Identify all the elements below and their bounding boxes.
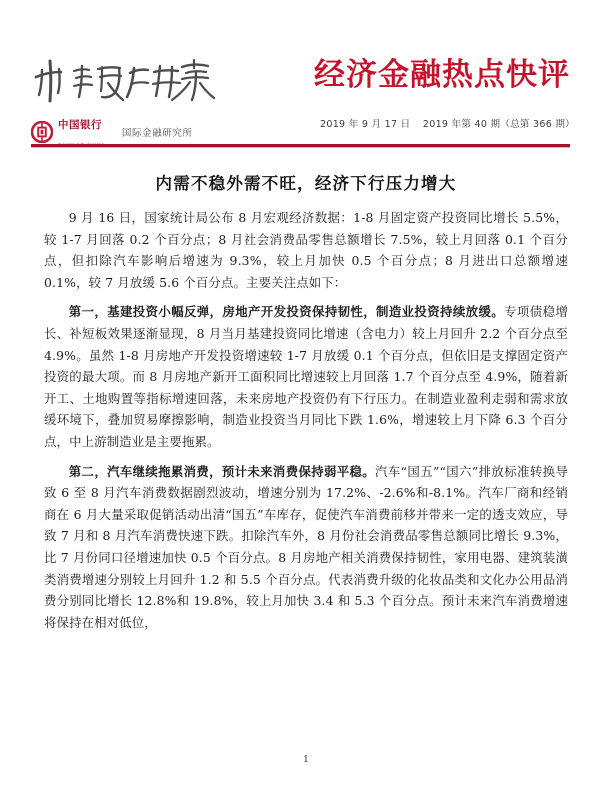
page-title: 内需不稳外需不旺，经济下行压力增大: [155, 174, 457, 193]
publication-date: 2019 年 9 月 17 日: [320, 119, 411, 130]
brand-script-logo: [30, 57, 215, 105]
page-number: 1: [303, 755, 309, 765]
article-body: [44, 207, 568, 634]
paragraph-lead: 第二，汽车继续拖累消费，预计未来消费保持弱平稳。: [68, 463, 376, 479]
issue-info: [320, 116, 575, 130]
institute-name: 国际金融研究所: [121, 128, 193, 139]
masthead-divider-shadow: [31, 147, 570, 148]
bank-of-china-logo-icon: [31, 121, 53, 143]
paragraph-text: 9 月 16 日，国家统计局公布 8 月宏观经济数据：1-8 月固定资产投资同比增长 5.5%，较 1-7 月回落 0.2 个百分点；8 月社会消费品零售总额增长 7.5%，较上月回落 0.1 个百分点，但扣除汽车影响后增速为 9.3%，较上月加快 0.5 个百分点；8 月进出口总额增速 0.1%，较 7 月放缓 5.6 个百分点。主要关注点如下：: [44, 210, 568, 290]
bank-name-cn: 中国银行: [58, 119, 102, 131]
paragraph-text: 汽车“国五”“国六”排放标准转换导致 6 至 8 月汽车消费数据剧烈波动，增速分别为 17.2%、-2.6%和-8.1%。汽车厂商和经销商在 6 月大量采取促销活动出清“国五”车库存，促使汽车消费前移并带来一定的透支效应，导致 7 月和 8 月汽车消费快速下跌。扣除汽车外，8 月份社会消费品零售总额同比增长 9.3%，比 7 月份同口径增速加快 0.5 个百分点。8 月房地产相关消费保持韧性，家用电器、建筑装潢类消费增速分别较上月回升 1.2 和 5.5 个百分点。代表消费升级的化妆品类和文化办公用品消费分别同比增长 12.8%和 19.8%，较上月加快 3.4 和 5.3 个百分点。预计未来汽车消费增速将保持在相对低位，: [44, 463, 569, 630]
journal-title: 经济金融热点快评: [314, 57, 570, 93]
paragraph-text: 专项债稳增长、补短板效果逐渐显现，8 月当月基建投资同比增速（含电力）较上月回升 2.2 个百分点至 4.9%。虽然 1-8 月房地产开发投资增速较 1-7 月放缓 0.1 个百分点，但依旧是支撑固定资产投资的最大项。而 8 月房地产新开工面积同比增速较上月回落 1.7 个百分点至 4.9%，随着新开工、土地购置等指标增速回落，未来房地产投资仍有下行压力。在制造业盈利走弱和需求放缓环境下，叠加贸易摩擦影响，制造业投资当月同比下跌 1.6%，增速较上月下降 6.3 个百分点，中上游制造业是主要拖累。: [44, 304, 568, 449]
paragraph-intro: [44, 207, 568, 293]
paragraph-point-two: [44, 461, 568, 634]
masthead: [0, 0, 612, 152]
paragraph-point-one: [44, 301, 568, 452]
paragraph-lead: 第一，基建投资小幅反弹，房地产开发投资保持韧性，制造业投资持续放缓。: [68, 304, 505, 320]
issue-number: 2019 年第 40 期（总第 366 期）: [422, 119, 575, 130]
